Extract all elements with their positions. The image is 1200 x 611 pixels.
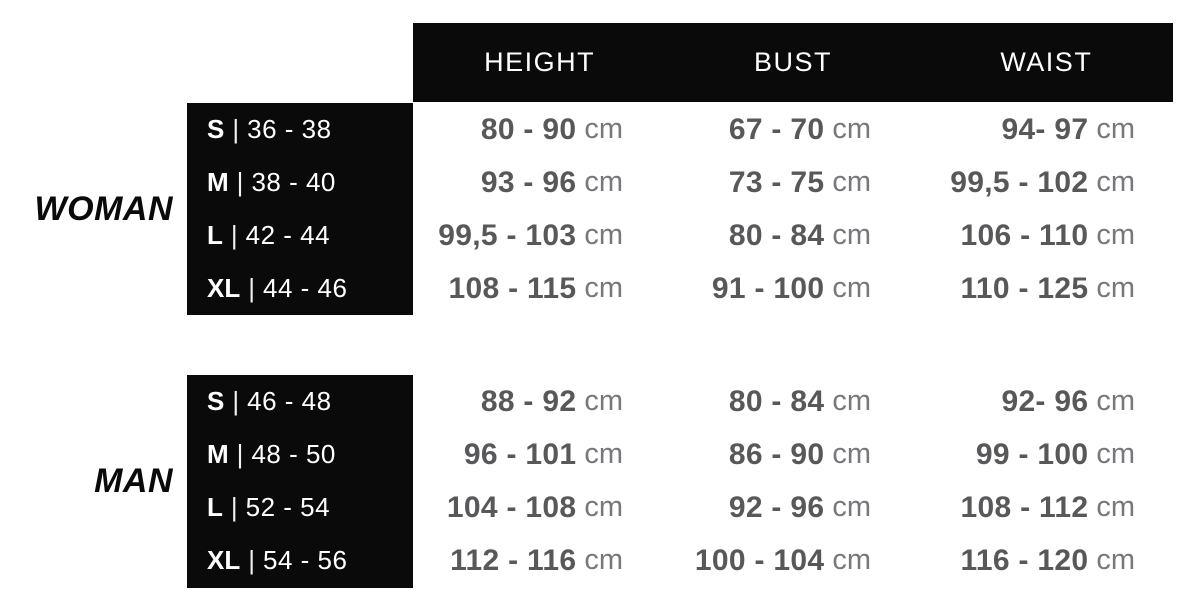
unit-label: cm (832, 544, 871, 576)
bust-cell (661, 156, 871, 209)
size-cell (207, 481, 330, 534)
eu-range: 36 - 38 (247, 114, 332, 144)
size-letter: XL (207, 545, 241, 575)
size-cell (207, 428, 336, 481)
column-header-bust: BUST (753, 47, 832, 77)
waist-cell (925, 103, 1135, 156)
table-row (0, 375, 1200, 428)
height-cell (413, 481, 623, 534)
unit-label: cm (1096, 544, 1135, 576)
size-separator: | (248, 545, 255, 575)
unit-label: cm (832, 491, 871, 523)
size-letter: S (207, 386, 225, 416)
table-row (0, 481, 1200, 534)
bust-cell (661, 103, 871, 156)
unit-label: cm (832, 113, 871, 145)
unit-label: cm (1096, 166, 1135, 198)
height-cell (413, 375, 623, 428)
unit-label: cm (832, 219, 871, 251)
bust-cell (661, 375, 871, 428)
size-separator: | (232, 114, 240, 144)
size-cell (207, 103, 332, 156)
size-letter: L (207, 492, 223, 522)
value-range: 92- 96 (1001, 384, 1089, 418)
value-range: 92 - 96 (728, 490, 825, 524)
value-range: 86 - 90 (728, 437, 825, 471)
unit-label: cm (1096, 113, 1135, 145)
man-section (0, 375, 1200, 588)
table-row (0, 156, 1200, 209)
value-range: 96 - 101 (463, 437, 577, 471)
bust-cell (661, 428, 871, 481)
waist-cell (925, 375, 1135, 428)
unit-label: cm (584, 491, 623, 523)
eu-range: 38 - 40 (251, 167, 336, 197)
unit-label: cm (1096, 385, 1135, 417)
bust-cell (661, 481, 871, 534)
value-range: 99,5 - 103 (438, 218, 577, 252)
value-range: 91 - 100 (711, 271, 825, 305)
unit-label: cm (584, 219, 623, 251)
value-range: 108 - 112 (960, 490, 1089, 524)
value-range: 73 - 75 (728, 165, 825, 199)
waist-cell (925, 481, 1135, 534)
size-cell (207, 375, 332, 428)
column-header-height: HEIGHT (484, 47, 596, 77)
bust-cell (661, 209, 871, 262)
height-cell (413, 156, 623, 209)
value-range: 99,5 - 102 (950, 165, 1089, 199)
size-cell (207, 262, 347, 315)
height-cell (413, 209, 623, 262)
value-range: 110 - 125 (960, 271, 1089, 305)
value-range: 88 - 92 (480, 384, 577, 418)
table-header-bar (413, 23, 1173, 102)
height-cell (413, 103, 623, 156)
unit-label: cm (1096, 219, 1135, 251)
value-range: 94- 97 (1001, 112, 1089, 146)
unit-label: cm (1096, 438, 1135, 470)
size-letter: M (207, 439, 229, 469)
unit-label: cm (832, 385, 871, 417)
size-separator: | (230, 492, 238, 522)
value-range: 116 - 120 (960, 543, 1089, 577)
unit-label: cm (584, 113, 623, 145)
value-range: 100 - 104 (694, 543, 825, 577)
size-letter: S (207, 114, 225, 144)
table-row (0, 103, 1200, 156)
value-range: 80 - 84 (728, 384, 825, 418)
waist-cell (925, 428, 1135, 481)
waist-cell (925, 209, 1135, 262)
height-cell (413, 534, 623, 587)
bust-cell (661, 262, 871, 315)
column-header-waist: WAIST (1000, 47, 1093, 77)
value-range: 80 - 90 (480, 112, 577, 146)
value-range: 93 - 96 (480, 165, 577, 199)
unit-label: cm (584, 438, 623, 470)
eu-range: 52 - 54 (245, 492, 331, 522)
size-letter: L (207, 220, 223, 250)
height-cell (413, 262, 623, 315)
value-range: 106 - 110 (960, 218, 1089, 252)
size-letter: M (207, 167, 229, 197)
size-cell (207, 209, 330, 262)
unit-label: cm (584, 166, 623, 198)
waist-cell (925, 262, 1135, 315)
value-range: 99 - 100 (975, 437, 1089, 471)
value-range: 104 - 108 (446, 490, 577, 524)
unit-label: cm (832, 166, 871, 198)
unit-label: cm (1096, 491, 1135, 523)
waist-cell (925, 534, 1135, 587)
unit-label: cm (1096, 272, 1135, 304)
size-separator: | (230, 220, 238, 250)
size-cell (207, 156, 336, 209)
table-row (0, 534, 1200, 587)
value-range: 108 - 115 (448, 271, 577, 305)
eu-range: 46 - 48 (247, 386, 332, 416)
unit-label: cm (584, 544, 623, 576)
unit-label: cm (832, 438, 871, 470)
value-range: 112 - 116 (450, 543, 577, 577)
eu-range: 44 - 46 (263, 273, 348, 303)
height-cell (413, 428, 623, 481)
table-row (0, 262, 1200, 315)
woman-section-label: WOMAN (34, 189, 173, 228)
size-separator: | (236, 167, 244, 197)
size-cell (207, 534, 347, 587)
table-row (0, 209, 1200, 262)
value-range: 67 - 70 (728, 112, 825, 146)
value-range: 80 - 84 (728, 218, 825, 252)
waist-cell (925, 156, 1135, 209)
eu-range: 54 - 56 (263, 545, 348, 575)
size-separator: | (236, 439, 244, 469)
size-separator: | (232, 386, 240, 416)
eu-range: 48 - 50 (251, 439, 336, 469)
size-letter: XL (207, 273, 241, 303)
unit-label: cm (832, 272, 871, 304)
man-section-label: MAN (94, 462, 173, 500)
table-row (0, 428, 1200, 481)
woman-section (0, 103, 1200, 315)
unit-label: cm (584, 385, 623, 417)
size-separator: | (248, 273, 255, 303)
bust-cell (661, 534, 871, 587)
unit-label: cm (584, 272, 623, 304)
eu-range: 42 - 44 (245, 220, 331, 250)
